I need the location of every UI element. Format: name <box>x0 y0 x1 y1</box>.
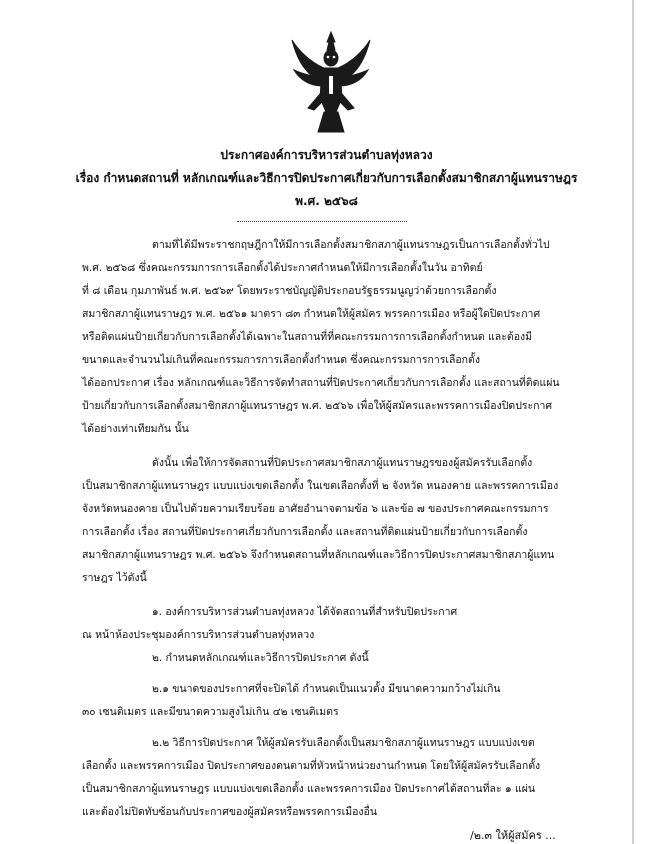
body-line: ได้อย่างเท่าเทียมกัน นั้น <box>82 423 189 435</box>
announcement-subject: เรื่อง กำหนดสถานที่ หลักเกณฑ์และวิธีการปิดประกาศเกี่ยวกับการเลือกตั้งสมาชิกสภาผู้แทนราษฎร <box>75 171 578 185</box>
list-item: ๒.๒ วิธีการปิดประกาศ ให้ผู้สมัครรับเลือกตั้งเป็นสมาชิกสภาผู้แทนราษฎร แบบแบ่งเขต <box>152 737 535 749</box>
body-line: ราษฎร ไว้ดังนี้ <box>82 572 147 584</box>
body-line: สมาชิกสภาผู้แทนราษฎร พ.ศ. ๒๕๖๖ จึงกำหนดสถานที่หลักเกณฑ์และวิธีการปิดประกาศสมาชิกสภาผู้แทน <box>82 549 555 561</box>
list-item: ๒.๑ ขนาดของประกาศที่จะปิดได้ กำหนดเป็นแนวตั้ง มีขนาดความกว้างไม่เกิน <box>152 683 501 695</box>
body-line: การเลือกตั้ง เรื่อง สถานที่ปิดประกาศเกี่ยวกับการเลือกตั้ง และสถานที่ติดแผ่นป้ายเกี่ยวกับการเลือกตั้ง <box>82 526 528 538</box>
garuda-emblem-icon <box>288 28 374 138</box>
body-line: ณ หน้าห้องประชุมองค์การบริหารส่วนตำบลทุ่งหลวง <box>82 629 315 641</box>
divider <box>237 221 407 222</box>
body-line: ตามที่ได้มีพระราชกฤษฎีกาให้มีการเลือกตั้งสมาชิกสภาผู้แทนราษฎรเป็นการเลือกตั้งทั่วไป <box>152 239 550 251</box>
body-line: ๓๐ เซนติเมตร และมีขนาดความสูงไม่เกิน ๔๒ เซนติเมตร <box>82 706 339 718</box>
body-line: ป้ายเกี่ยวกับการเลือกตั้งสมาชิกสภาผู้แทนราษฎร พ.ศ. ๒๕๖๖ เพื่อให้ผู้สมัครและพรรคการเมืองปิดประกาศ <box>82 400 553 412</box>
body-line: เป็นสมาชิกสภาผู้แทนราษฎร แบบแบ่งเขตเลือกตั้ง และพรรคการเมือง ปิดประกาศได้สถานที่ละ ๑ แผ่น <box>82 783 536 795</box>
page-edge <box>632 0 634 844</box>
body-line: ที่ ๘ เดือน กุมภาพันธ์ พ.ศ. ๒๕๖๙ โดยพระราชบัญญัติประกอบรัฐธรรมนูญว่าด้วยการเลือกตั้ง <box>82 285 497 297</box>
body-line: ได้ออกประกาศ เรื่อง หลักเกณฑ์และวิธีการจัดทำสถานที่ปิดประกาศเกี่ยวกับการเลือกตั้ง และสถานที่ติดแผ่น <box>82 377 560 389</box>
announcement-year: พ.ศ. ๒๕๖๘ <box>295 194 358 208</box>
body-line: หรือติดแผ่นป้ายเกี่ยวกับการเลือกตั้งได้เฉพาะในสถานที่ที่คณะกรรมการการเลือกตั้งกำหนด และต้องมี <box>82 331 533 343</box>
body-line: ดังนั้น เพื่อให้การจัดสถานที่ปิดประกาศสมาชิกสภาผู้แทนราษฎรของผู้สมัครรับเลือกตั้ง <box>152 457 533 469</box>
body-line: และต้องไม่ปิดทับซ้อนกับประกาศของผู้สมัครหรือพรรคการเมืองอื่น <box>82 806 378 818</box>
announcement-title: ประกาศองค์การบริหารส่วนตำบลทุ่งหลวง <box>220 148 433 162</box>
continuation-note: /๒.๓ ให้ผู้สมัคร ... <box>470 829 556 842</box>
body-line: สมาชิกสภาผู้แทนราษฎร พ.ศ. ๒๕๖๑ มาตรา ๘๓ กำหนดให้ผู้สมัคร พรรคการเมือง หรือผู้ใดปิดประกาศ <box>82 308 541 320</box>
body-line: ขนาดและจำนวนไม่เกินที่คณะกรรมการการเลือกตั้งกำหนด ซึ่งคณะกรรมการการเลือกตั้ง <box>82 354 480 366</box>
list-item: ๒. กำหนดหลักเกณฑ์และวิธีการปิดประกาศ ดังนี้ <box>152 652 369 664</box>
body-line: เป็นสมาชิกสภาผู้แทนราษฎร แบบแบ่งเขตเลือกตั้ง ในเขตเลือกตั้งที่ ๒ จังหวัด หนองคาย และพรรคการเมือง <box>82 480 559 492</box>
body-line: เลือกตั้ง และพรรคการเมือง ปิดประกาศของตนตามที่หัวหน้าหน่วยงานกำหนด โดยให้ผู้สมัครรับเลือกตั้ง <box>82 760 541 772</box>
body-line: จังหวัดหนองคาย เป็นไปด้วยความเรียบร้อย อาศัยอำนาจตามข้อ ๖ และข้อ ๗ ของประกาศคณะกรรมการ <box>82 503 549 515</box>
list-item: ๑. องค์การบริหารส่วนตำบลทุ่งหลวง ได้จัดสถานที่สำหรับปิดประกาศ <box>152 606 458 618</box>
body-line: พ.ศ. ๒๕๖๘ ซึ่งคณะกรรมการการเลือกตั้งได้ประกาศกำหนดให้มีการเลือกตั้งในวัน อาทิตย์ <box>82 262 483 274</box>
